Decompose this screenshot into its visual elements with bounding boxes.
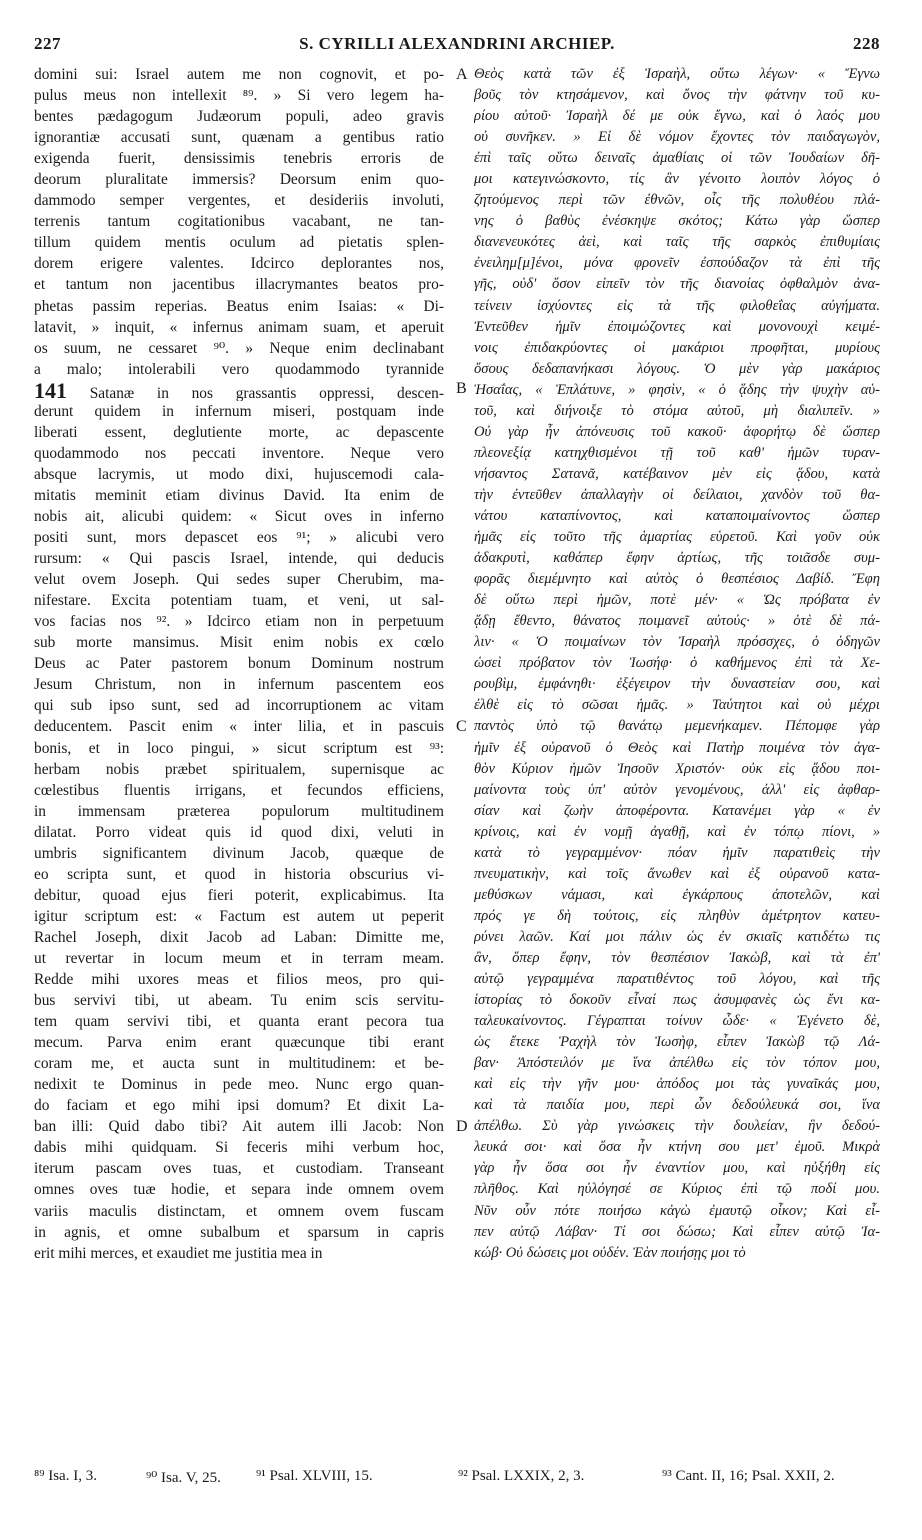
latin-line: latavit, » inquit, « infernus animam suam, et aperuit: [34, 318, 444, 336]
latin-line: ignorantiæ accusati sunt, quænam a gentibus ratio: [34, 129, 444, 147]
greek-line: νοις ἐπιδακρύοντες οἱ μακάριοι προφῆται, μυρίους: [474, 339, 880, 356]
greek-column: [474, 64, 880, 1264]
latin-line: deducentem. Pascit enim « inter lilia, et in pascuis: [34, 718, 444, 736]
greek-line: πλῆθος. Καὶ ηὐλόγησέ σε Κύριος ἐπὶ τῷ ποδί μου.: [474, 1181, 880, 1198]
footnotes: [34, 1468, 880, 1490]
greek-line: μοι κατεγινώσκοντο, τίς ἂν γένοιτο λοιπὸν λόγος ὁ: [474, 171, 880, 188]
latin-line: phetas passim reperias. Beatus enim Isaias: « Di-: [34, 297, 444, 315]
greek-line: γὰρ ἦν ὅσα σοι ἦν ἐναντίον μου, καὶ ηὐξήθη εἰς: [474, 1160, 880, 1177]
latin-line: igitur scriptum est: « Factum est autem ut peperit: [34, 907, 444, 925]
margin-letter-a: A: [456, 66, 468, 83]
greek-line: ρύνει λαῶν. Καί μοι πάλιν ὡς ἐν σκιαῖς κατιδέτω τις: [474, 928, 880, 945]
greek-line: τὴν ἐντεῦθεν ἀπαλλαγὴν οἱ δείλαιοι, χανδὸν τοῦ θα-: [474, 486, 880, 503]
greek-line: βαν· Ἀπόστειλόν με ἵνα ἀπέλθω εἰς τὸν τόπον μου,: [474, 1055, 880, 1072]
margin-letter-c: C: [456, 718, 467, 735]
footnote-91: ⁹¹ Psal. XLVIII, 15.: [256, 1468, 373, 1484]
greek-line: ὅσους δεδαπανήκασι λόγους. Ὁ μὲν γὰρ μακάριος: [474, 360, 880, 377]
latin-line: do faciam et ego mihi ipsi domum? Et dixit La-: [34, 1097, 444, 1115]
latin-line: variis maculis distinctam, et omnem ovem fuscam: [34, 1202, 444, 1220]
greek-line: κατὰ τὸ γεγραμμένον· πόαν ἡμῖν παρατιθεὶς τὴν: [474, 844, 880, 861]
latin-line: ban illi: Quid dabo tibi? Ait autem illi Jacob: Non: [34, 1118, 444, 1136]
latin-line: cœlestibus fluentis irrigans, et fecundos efficiens,: [34, 781, 444, 799]
greek-line: ἐλθὲ εἰς τὸ σῶσαι ἡμᾶς. » Ταύτητοι καὶ οὐ μέχρι: [474, 697, 880, 714]
latin-line: Deus ac Pater pastorem bonum Dominum nostrum: [34, 655, 444, 673]
latin-line: dammodo semper vergentes, et desideriis involuti,: [34, 192, 444, 210]
greek-line: Θεὸς κατὰ τῶν ἐξ Ἰσραὴλ, οὕτω λέγων· « Ἔγνω: [474, 66, 880, 82]
latin-line: in agnis, et omne subalbum et sparsum in capris: [34, 1223, 444, 1241]
latin-line: mitatis meminit etiam divinus David. Ita enim de: [34, 486, 444, 504]
latin-line: erit mihi merces, et exaudiet me justitia mea in: [34, 1244, 323, 1262]
greek-line: ἂν, ὅπερ ἔφην, τὸν θεσπέσιον Ἰακὼβ, καὶ τὰ ἐπ': [474, 949, 880, 966]
margin-letter-d: D: [456, 1118, 468, 1135]
greek-line: Ἐντεῦθεν ἡμῖν ἐποιμώζοντες καὶ μονονουχὶ κειμέ-: [474, 318, 880, 335]
greek-line: γῆς, οὐδ' ὅσον εἰπεῖν τὸν τῆς διανοίας ὀφθαλμὸν ἀνα-: [474, 276, 880, 293]
greek-line: νάτου καταπίνοντος, καὶ καταποιμαίνοντος ὥσπερ: [474, 507, 880, 524]
greek-line: λιν· « Ὁ ποιμαίνων τὸν Ἰσραὴλ πρόσσχες, ὁ ὁδηγῶν: [474, 634, 880, 651]
greek-line: οὐ συνῆκεν. » Εἰ δὲ νόμον ἔχοντες τὸν παιδαγωγὸν,: [474, 129, 880, 146]
greek-line: ἱστορίας τὸ δοκοῦν εἶναί πως ἀσυμφανὲς ὡς ἔνι κα-: [474, 992, 880, 1009]
greek-line: Νῦν οὖν πότε ποιήσω κἀγὼ ἐμαυτῷ οἶκον; Καὶ εἶ-: [474, 1202, 880, 1219]
latin-line: nedixit te Dominus in pede meo. Nunc ergo quan-: [34, 1076, 444, 1094]
latin-line: coram me, et aucta sunt in multitudinem: et be-: [34, 1055, 444, 1073]
greek-line: ἐνειλημ[μ]ένοι, μόνα φρονεῖν ἐσπούδαζον τὰ ἐπὶ τῆς: [474, 255, 880, 272]
greek-line: κώβ· Οὐ δώσεις μοι οὐδέν. Ἐὰν ποιήσῃς μοι τὸ: [474, 1244, 746, 1261]
latin-line: nifestare. Excita potentiam tuam, et veni, ut sal-: [34, 592, 444, 610]
greek-line: σίαν καὶ ζωὴν ἀποφέροντα. Κατανέμει γὰρ « ἐν: [474, 802, 880, 819]
latin-line: umbris significantem divinum Jacob, quæque de: [34, 844, 444, 862]
greek-line: πεν αὐτῷ Λάβαν· Τί σοι δώσω; Καὶ εἶπεν αὐτῷ Ἰα-: [474, 1223, 880, 1240]
latin-line: debitur, quoad ejus fieri poterit, explicabimus. Ita: [34, 886, 444, 904]
greek-line: ᾅδῃ ἔθεντο, θάνατος ποιμανεῖ αὐτούς· » ὁτὲ δὲ πά-: [474, 613, 880, 630]
greek-line: κρίνοις, καὶ ἐν νομῇ ἀγαθῇ, καὶ ἐν τόπῳ πίονι, »: [474, 823, 880, 840]
greek-line: μαίνοντα τοὺς ὑπ' αὐτὸν γενομένους, ἀλλ' εἰς ἀφθαρ-: [474, 781, 880, 798]
latin-line: os suum, ne cessaret ⁹⁰. » Neque enim declinabant: [34, 339, 444, 357]
greek-line: Ἡσαΐας, « Ἐπλάτυνε, » φησὶν, « ὁ ᾅδης τὴν ψυχὴν αὑ-: [474, 381, 880, 398]
latin-line: vos facias nos ⁹². » Idcirco etiam non in perpetuum: [34, 613, 444, 631]
greek-line: ἀδακρυτὶ, καθάπερ ἔφην ἀρτίως, τῆς τοιᾶσδε συμ-: [474, 550, 880, 567]
latin-line: bus servivi tibi, ut abeam. Tu enim scis servitu-: [34, 992, 444, 1010]
greek-line: βοῦς τὸν κτησάμενον, καὶ ὄνος τὴν φάτνην τοῦ κυ-: [474, 87, 880, 104]
latin-line: quodammodo nos peccati inventore. Neque vero: [34, 444, 444, 462]
latin-line: deorum pluralitate immersis? Deorsum enim quo-: [34, 171, 444, 189]
latin-line: Jesum Christum, non in infernum pascentem eos: [34, 676, 444, 694]
greek-line: ὡσεὶ πρόβατον τὸν Ἰωσήφ· ὁ καθήμενος ἐπὶ τὰ Χε-: [474, 655, 880, 672]
greek-line: διανενευκότες ἀεὶ, καὶ ταῖς τῆς σαρκὸς ἐπιθυμίαις: [474, 234, 880, 251]
latin-line: domini sui: Israel autem me non cognovit, et po-: [34, 66, 444, 83]
greek-line: ταλευκαίνοντος. Γέγραπται τοίνυν ὧδε· « Ἐγένετο δὲ,: [474, 1013, 880, 1030]
latin-line: mecum. Parva enim erant quæcunque tibi erant: [34, 1034, 444, 1052]
latin-line: Redde mihi uxores meas et filios meos, pro qui-: [34, 971, 444, 989]
greek-line: ὡς ἔτεκε Ῥαχὴλ τὸν Ἰωσὴφ, εἶπεν Ἰακὼβ τῷ Λά-: [474, 1034, 880, 1051]
greek-line: λευκά σοι· καὶ ὅσα ἦν κτήνη σου μετ' ἐμοῦ. Μικρὰ: [474, 1139, 880, 1156]
greek-line: ἐπὶ ταῖς οὕτω δειναῖς ἀμαθίαις οἱ τῶν Ἰουδαίων δῆ-: [474, 150, 880, 167]
latin-line: derunt quidem in infernum miseri, postquam inde: [34, 402, 444, 420]
latin-line: iterum pascam oves tuas, et custodiam. Transeant: [34, 1160, 444, 1178]
latin-line: herbam nobis præbet spiritualem, supernisque ac: [34, 760, 444, 778]
latin-line: velut ovem Joseph. Qui sedes super Cherubim, ma-: [34, 571, 444, 589]
latin-line: a malo; intolerabili vero quodammodo tyrannide: [34, 360, 444, 378]
latin-line: et tantum non jacentibus illacrymantes beatos pro-: [34, 276, 444, 294]
latin-column: [34, 64, 444, 1264]
footnote-90: ⁹⁰ Isa. V, 25.: [146, 1470, 221, 1486]
latin-line: dilatat. Porro videat quis id quod dixi, veluti in: [34, 823, 444, 841]
column-page-marker: 141: [34, 379, 67, 401]
greek-line: πρός γε δὴ τούτοις, εἰς πληθὺν ἀμέτρητον κατευ-: [474, 907, 880, 924]
greek-line: μεθύσκων νάμασι, καὶ ἐγκάρπους ἀποτελῶν, καὶ: [474, 886, 880, 903]
greek-line: παντὸς ὑπὸ τῷ θανάτῳ μεμενήκαμεν. Πέπομφε γὰρ: [474, 718, 880, 735]
greek-line: θὸν Κύριον ἡμῶν Ἰησοῦν Χριστόν· οὐκ εἰς ᾅδου ποι-: [474, 760, 880, 777]
latin-line: in immensam præterea populorum multitudinem: [34, 802, 444, 820]
running-title: S. CYRILLI ALEXANDRINI ARCHIEP.: [299, 34, 615, 53]
greek-line: ρίου αὐτοῦ· Ἰσραὴλ δέ με οὐκ ἔγνω, καὶ ὁ λαός μου: [474, 108, 880, 125]
latin-line: terrenis tantum cogitationibus vacabant, ne tan-: [34, 213, 444, 231]
footnote-92: ⁹² Psal. LXXIX, 2, 3.: [458, 1468, 585, 1484]
greek-line: ἡμᾶς εἰς τοῦτο τῆς ἁμαρτίας εὑρετοῦ. Καὶ γοῦν οὐκ: [474, 529, 880, 546]
greek-line: ζητούμενος περὶ τῶν ἐθνῶν, οἷς τῆς πολυθέου πλά-: [474, 192, 880, 209]
latin-line: omnes oves tuæ hodie, et separa inde omnem ovem: [34, 1181, 444, 1199]
latin-line: absque lacrymis, ut modo dixi, hujuscemodi cala-: [34, 465, 444, 483]
greek-line: αὐτῷ γεγραμμένα παρατιθέντος τοῦ λόγου, καὶ τῆς: [474, 971, 880, 988]
greek-line: νης ὁ βαθὺς ἐνέσκηψε σκότος; Κάτω γὰρ ὥσπερ: [474, 213, 880, 230]
latin-line: rursum: « Qui pascis Israel, intende, qui deducis: [34, 550, 444, 568]
latin-line: bonis, et in loco pingui, » sicut scriptum est ⁹³:: [34, 739, 444, 757]
margin-letter-b: B: [456, 380, 467, 397]
latin-line: positi sunt, mors depascet eos ⁹¹; » alicubi vero: [34, 529, 444, 547]
latin-line: liberati essent, deglutiente morte, ac depascente: [34, 423, 444, 441]
greek-line: ἀπέλθω. Σὺ γὰρ γινώσκεις τὴν δουλείαν, ἣν δεδού-: [474, 1118, 880, 1135]
left-page-number: 227: [34, 34, 61, 53]
latin-line: ut revertar in locum meum et in terram meam.: [34, 949, 444, 967]
greek-line: τοῦ, καὶ διήνοιξε τὸ στόμα αὐτοῦ, μὴ διαλιπεῖν. »: [474, 402, 880, 419]
latin-line: dabis mihi quidquam. Si feceris mihi verbum hoc,: [34, 1139, 444, 1157]
latin-line: dorem erigere valentes. Idcirco deplorantes nos,: [34, 255, 444, 273]
latin-line: pulus meus non intellexit ⁸⁹. » Si vero legem ha-: [34, 87, 444, 105]
latin-line: eo scripta sunt, et quod in historia obscurius vi-: [34, 865, 444, 883]
latin-line: nobis ait, alicubi quidem: « Sicut oves in inferno: [34, 507, 444, 525]
greek-line: ρουβὶμ, ἐμφάνηθι· ἐξέγειρον τὴν δυναστείαν σου, καὶ: [474, 676, 880, 693]
latin-line: qui sub ipso sunt, sed ad incorruptionem ac vitam: [34, 697, 444, 715]
latin-line: tem quam servivi tibi, et quanta erant pecora tua: [34, 1013, 444, 1031]
greek-line: πνευματικὴν, καὶ τοῖς ἄνωθεν καὶ ἐξ οὐρανοῦ κατα-: [474, 865, 880, 882]
greek-line: δὲ οὕτω περὶ ἡμῶν, ποτὲ μέν· « Ὡς πρόβατα ἐν: [474, 592, 880, 609]
footnote-89: ⁸⁹ Isa. I, 3.: [34, 1468, 97, 1484]
latin-line: sub morte mansimus. Misit enim nobis ex cœlo: [34, 634, 444, 652]
greek-line: καὶ εἰς τὴν γῆν μου· ἀπόδος μοι τὰς γυναῖκάς μου,: [474, 1076, 880, 1093]
running-header: [34, 34, 880, 56]
latin-line: tillum quidem mentis oculum ad pietatis splen-: [34, 234, 444, 252]
greek-line: ἡμῖν ἐξ οὐρανοῦ ὁ Θεὸς καὶ Πατὴρ ποιμένα τὸν ἀγα-: [474, 739, 880, 756]
greek-line: Οὐ γὰρ ἦν ἀπόνευσις τοῦ κακοῦ· ἀφορήτῳ δὲ ὥσπερ: [474, 423, 880, 440]
greek-line: φορᾶς διεμέμνητο καὶ αὐτὸς ὁ θεσπέσιος Δαβίδ. Ἔφη: [474, 571, 880, 588]
greek-line: νήσαντος Σατανᾶ, κατέβαινον μὲν εἰς ᾅδου, κατὰ: [474, 465, 880, 482]
footnote-93: ⁹³ Cant. II, 16; Psal. XXII, 2.: [662, 1468, 835, 1484]
greek-line: πλεονεξίᾳ κατηχθισμένοι τῇ τοῦ καθ' ἡμῶν τυραν-: [474, 444, 880, 461]
latin-line: exigenda fuerit, densissimis tenebris erroris de: [34, 150, 444, 168]
latin-line-text: Satanæ in nos grassantis oppressi, descen-: [89, 384, 444, 401]
latin-line: [34, 380, 444, 401]
latin-line: bentes pædagogum Judæorum populi, adeo gravis: [34, 108, 444, 126]
latin-line: Rachel Joseph, dixit Jacob ad Laban: Dimitte me,: [34, 928, 444, 946]
greek-line: τείνειν ἰσχύοντες εἰς τὰ τῆς φιλοθεΐας αὐγήματα.: [474, 297, 880, 314]
greek-line: καὶ τὰ παιδία μου, περὶ ὧν δεδούλευκά σοι, ἵνα: [474, 1097, 880, 1114]
right-page-number: 228: [853, 34, 880, 53]
